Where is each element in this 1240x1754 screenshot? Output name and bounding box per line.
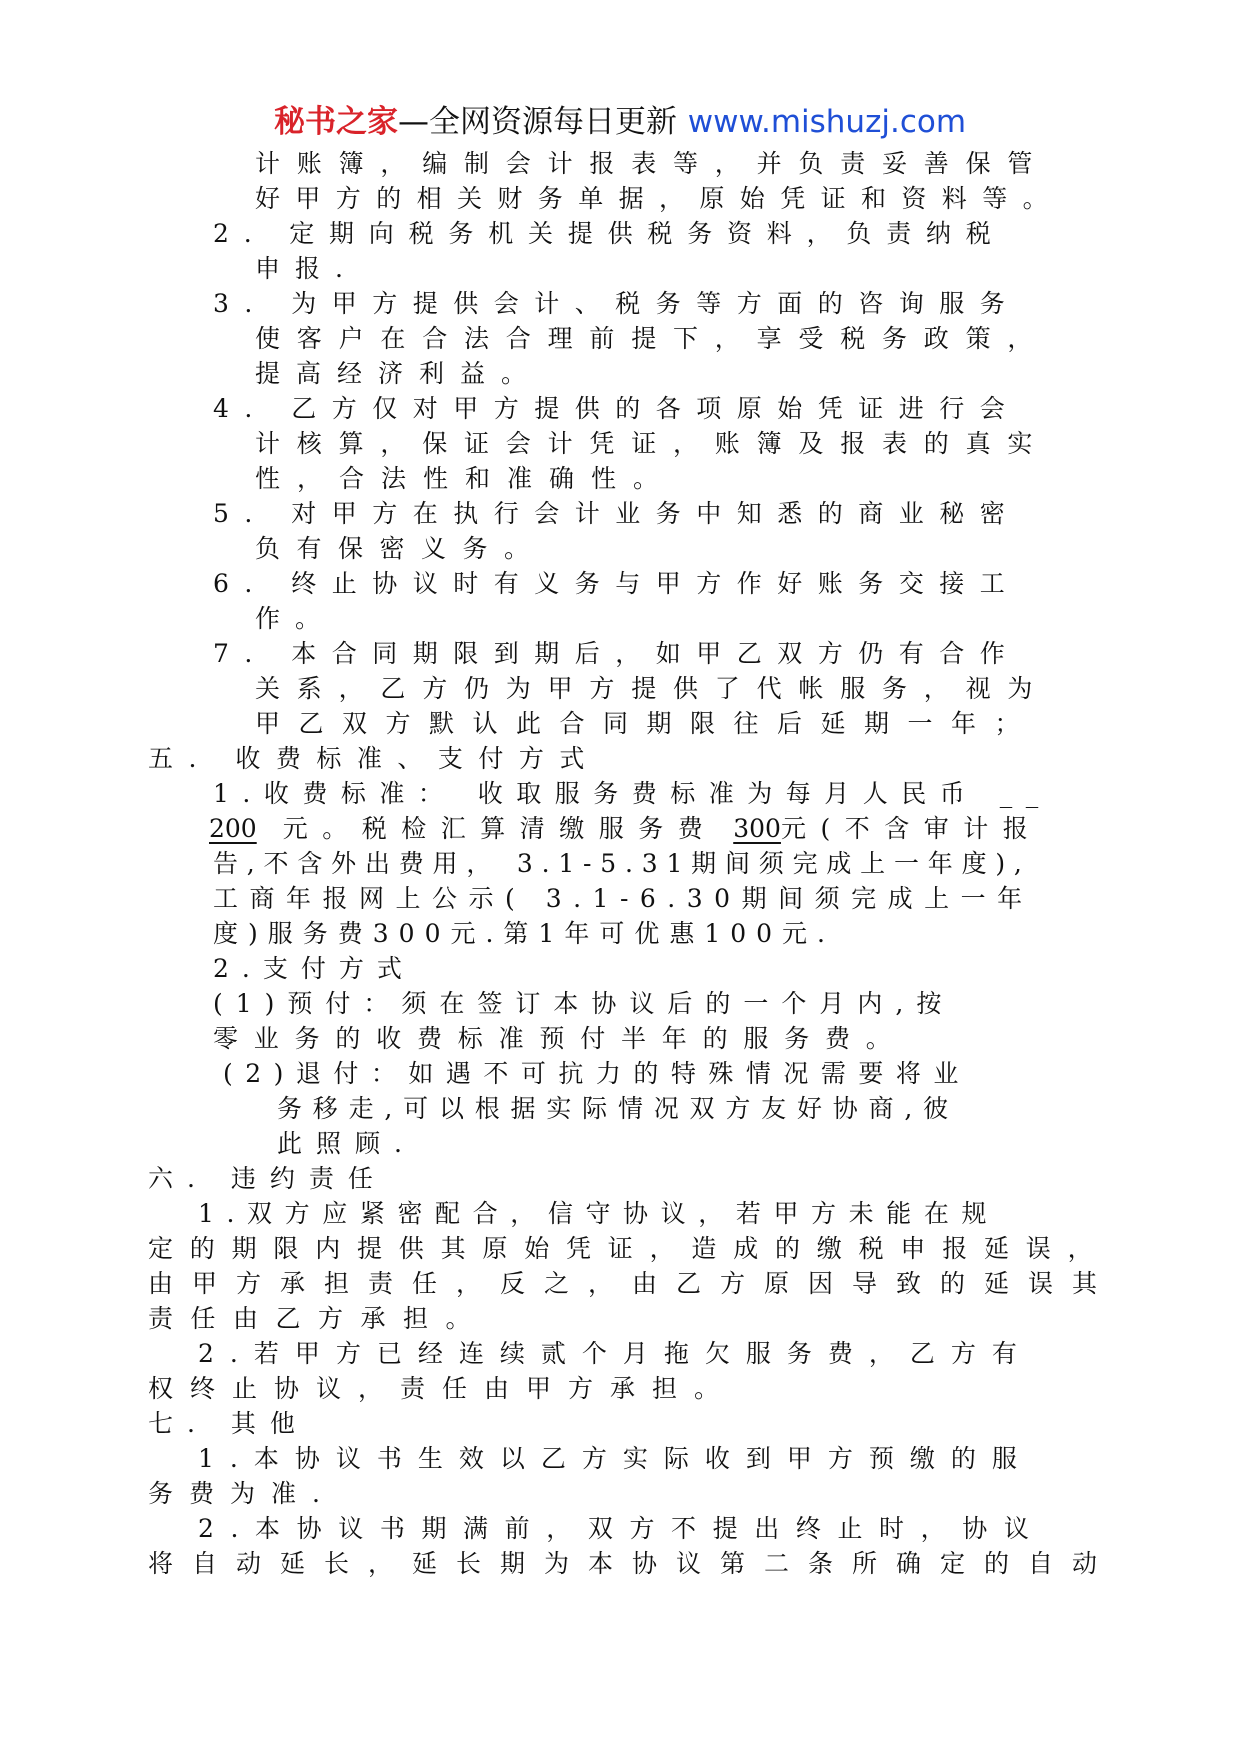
text-line: 定的期限内提供其原始凭证，造成的缴税申报延误，: [148, 1234, 1110, 1263]
text-line: 负有保密义务。: [255, 534, 546, 563]
fee-note-text: 元(不含审计报: [780, 814, 1043, 843]
site-header: [0, 100, 1240, 144]
text-line: 申报.: [255, 254, 358, 283]
text-line: 关系，乙方仍为甲方提供了代帐服务，视为: [255, 674, 1050, 703]
section-heading: 七. 其他: [148, 1409, 309, 1438]
text-line: 告,不含外出费用， 3.1-5.31期间须完成上一年度),: [213, 849, 1031, 878]
site-brand: 秘书之家: [273, 104, 398, 140]
text-line: 权终止协议，责任由甲方承担。: [148, 1374, 737, 1403]
text-line: 5. 对甲方在执行会计业务中知悉的商业秘密: [213, 499, 1021, 528]
text-line: 零业务的收费标准预付半年的服务费。: [213, 1024, 907, 1053]
text-line: 使客户在合法合理前提下，享受税务政策，: [255, 324, 1050, 353]
text-line: 务移走,可以根据实际情况双方友好协商,彼: [277, 1094, 959, 1123]
text-line: 1.双方应紧密配合，信守协议，若甲方未能在规: [198, 1199, 1000, 1228]
section-heading: 五. 收费标准、支付方式: [148, 744, 600, 773]
text-line: 计账簿，编制会计报表等，并负责妥善保管: [255, 149, 1050, 178]
text-line: 将自动延长，延长期为本协议第二条所确定的自动: [148, 1549, 1117, 1578]
site-url[interactable]: www.mishuzj.com: [687, 104, 967, 140]
text-line: (2)退付：如遇不可抗力的特殊情况需要将业: [223, 1059, 971, 1088]
text-line: 务费为准.: [148, 1479, 336, 1508]
text-line: 2.本协议书期满前，双方不提出终止时，协议: [198, 1514, 1046, 1543]
tax-fee-text: 元。税检汇算清缴服务费: [282, 814, 718, 843]
text-line: 好甲方的相关财务单据，原始凭证和资料等。: [255, 184, 1064, 213]
text-line: 4. 乙方仅对甲方提供的各项原始凭证进行会: [213, 394, 1021, 423]
text-line: 2. 定期向税务机关提供税务资料，负责纳税: [213, 219, 1006, 248]
text-line: 由甲方承担责任，反之，由乙方原因导致的延误其: [148, 1269, 1117, 1298]
text-line: 性，合法性和准确性。: [255, 464, 676, 493]
text-line: 3. 为甲方提供会计、税务等方面的咨询服务: [213, 289, 1021, 318]
text-line: 工商年报网上公示( 3.1-6.30期间须完成上一年: [213, 884, 1034, 913]
text-line: 责任由乙方承担。: [148, 1304, 489, 1333]
text-line: 计核算，保证会计凭证，账簿及报表的真实: [255, 429, 1050, 458]
text-line: (1)预付：须在签订本协议后的一个月内,按: [213, 989, 955, 1018]
text-line: 2.若甲方已经连续贰个月拖欠服务费，乙方有: [198, 1339, 1033, 1368]
text-line: 2.支付方式: [213, 954, 415, 983]
site-tagline: —全网资源每日更新: [397, 104, 677, 140]
text-line: 提高经济利益。: [255, 359, 543, 388]
text-line: 作。: [255, 604, 336, 633]
text-line: 6. 终止协议时有义务与甲方作好账务交接工: [213, 569, 1021, 598]
text-line: 此照顾.: [277, 1129, 416, 1158]
tax-settlement-fee-value: 300: [733, 814, 781, 843]
text-line: 7. 本合同期限到期后，如甲乙双方仍有合作: [213, 639, 1021, 668]
text-line: 1.本协议书生效以乙方实际收到甲方预缴的服: [198, 1444, 1033, 1473]
section-heading: 六. 违约责任: [148, 1164, 387, 1193]
text-line: 度)服务费300元.第1年可优惠100元.: [213, 919, 835, 948]
text-line: 1.收费标准： 收取服务费标准为每月人民币 __: [213, 779, 1052, 808]
text-line: 甲乙双方默认此合同期限往后延期一年；: [255, 709, 1039, 738]
monthly-fee-value: 200: [209, 814, 257, 843]
text-line: [193, 812, 1042, 846]
